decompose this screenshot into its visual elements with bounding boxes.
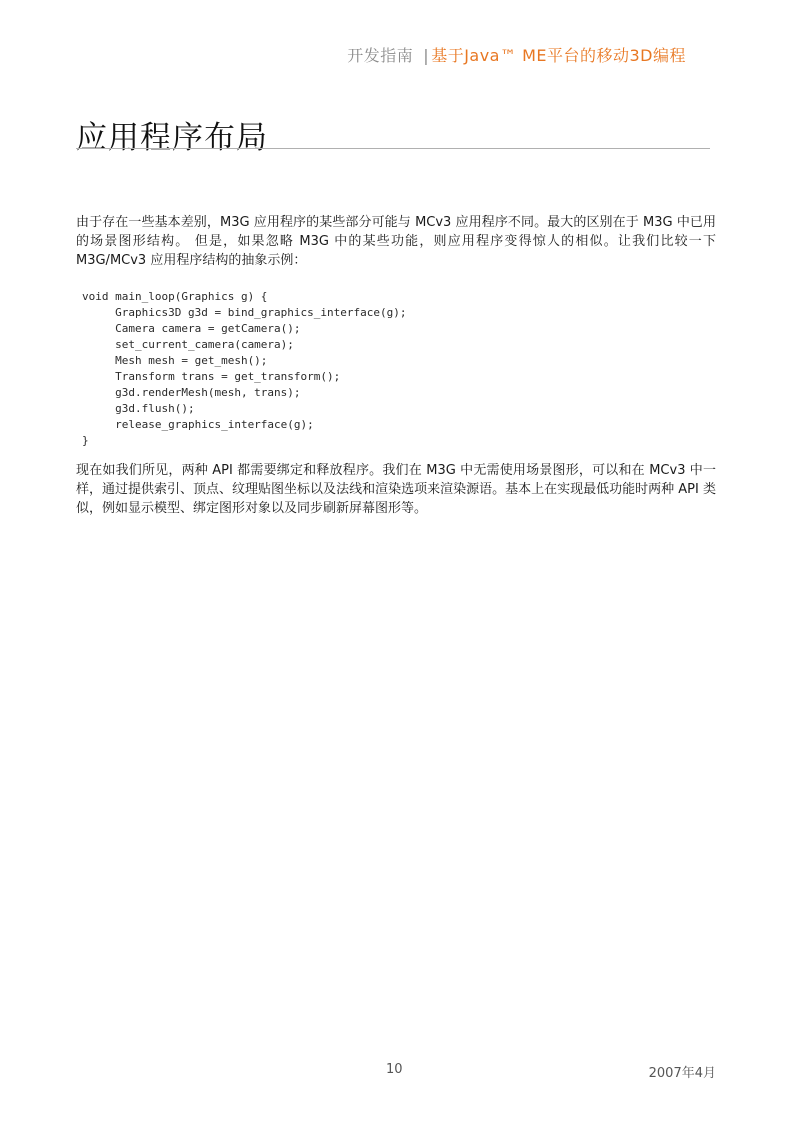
section-title: 应用程序布局 (76, 120, 268, 156)
header-book-title: 基于Java™ ME平台的移动3D编程 (431, 46, 686, 65)
page-number: 10 (386, 1062, 403, 1077)
running-header (347, 43, 686, 66)
publication-date: 2007年4月 (648, 1066, 716, 1081)
body-paragraph-comparison: 现在如我们所见，两种 API 都需要绑定和释放程序。我们在 M3G 中无需使用场景图形，可以和在 MCv3 中一样，通过提供索引、顶点、纹理贴图坐标以及法线和渲染选项来渲染源语。基本上在实现最低功能时两种 API 类似，例如显示模型、绑定图形对象以及同步刷新屏幕图形等。 (76, 463, 716, 516)
body-paragraph-intro: 由于存在一些基本差别，M3G 应用程序的某些部分可能与 MCv3 应用程序不同。最大的区别在于 M3G 中已用的场景图形结构。 但是，如果忽略 M3G 中的某些功能，则应用程序变得惊人的相似。让我们比较一下 M3G/MCv3 应用程序结构的抽象示例： (76, 215, 716, 268)
code-sample: void main_loop(Graphics g) { Graphics3D g3d = bind_graphics_interface(g); Camera camera = getCamera(); set_current_camera(camera); Mesh mesh = get_mesh(); Transform trans = get_transform(); g3d.renderMesh(mesh, trans); g3d.flush(); release_graphics_interface(g); } (82, 290, 407, 447)
title-divider (76, 148, 710, 149)
header-separator: | (423, 46, 430, 65)
header-guide-label: 开发指南 (347, 46, 414, 65)
